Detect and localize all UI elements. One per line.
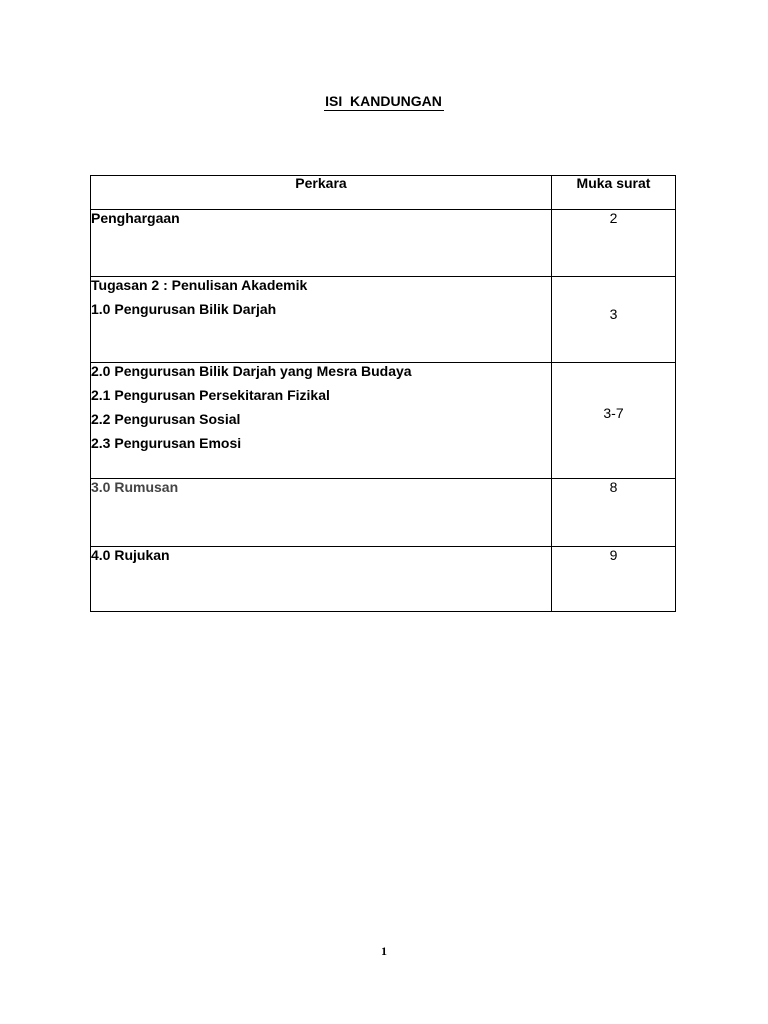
row-line: 2.1 Pengurusan Persekitaran Fizikal xyxy=(91,387,330,403)
row-page-cell: 8 xyxy=(552,479,676,547)
row-item-cell xyxy=(91,277,552,363)
table-header-row xyxy=(91,176,676,210)
row-line: Penghargaan xyxy=(91,210,180,226)
row-line: 2.3 Pengurusan Emosi xyxy=(91,435,242,451)
header-page: Muka surat xyxy=(552,176,676,210)
page-title xyxy=(0,92,768,111)
row-page-cell: 3 xyxy=(552,277,676,363)
row-line: 3.0 Rumusan xyxy=(91,479,179,495)
row-item-cell xyxy=(91,210,552,277)
row-item-cell xyxy=(91,363,552,479)
row-item-cell xyxy=(91,547,552,612)
table-row xyxy=(91,363,676,479)
row-page-cell: 3-7 xyxy=(552,363,676,479)
table-row xyxy=(91,547,676,612)
row-page-cell: 2 xyxy=(552,210,676,277)
row-line: 2.0 Pengurusan Bilik Darjah yang Mesra Budaya xyxy=(91,363,412,379)
table-row xyxy=(91,277,676,363)
row-line: 1.0 Pengurusan Bilik Darjah xyxy=(91,301,277,317)
contents-table xyxy=(90,175,676,612)
row-line: 2.2 Pengurusan Sosial xyxy=(91,411,241,427)
row-page-cell: 9 xyxy=(552,547,676,612)
table-row xyxy=(91,210,676,277)
row-line: 4.0 Rujukan xyxy=(91,547,170,563)
page-number: 1 xyxy=(381,944,387,958)
page-title-text: ISI KANDUNGAN xyxy=(325,93,442,109)
row-line: Tugasan 2 : Penulisan Akademik xyxy=(91,277,308,293)
header-item: Perkara xyxy=(91,176,552,210)
row-item-cell xyxy=(91,479,552,547)
table-row xyxy=(91,479,676,547)
